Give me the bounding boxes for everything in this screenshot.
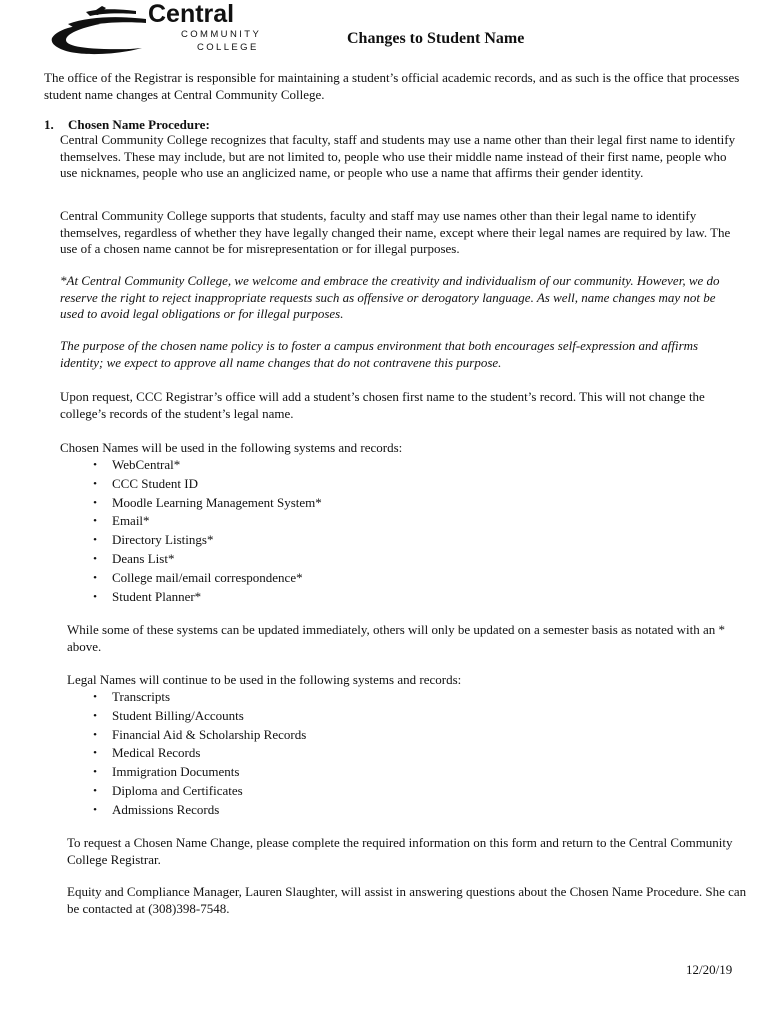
bullet-icon: • — [93, 709, 97, 722]
list-item — [88, 726, 306, 745]
list-item — [88, 707, 306, 726]
paragraph-support: Central Community College supports that students, faculty and staff may use names other than their legal name to identify themselves, regardless of whether they have legally changed their name, except where their legal names are required by law. The use of a chosen name cannot be for misrepresentation or for illegal purposes. — [60, 208, 731, 256]
list-item-text: Student Billing/Accounts — [112, 707, 244, 723]
list-item — [88, 588, 322, 607]
list-item — [88, 494, 322, 513]
list-item-text: Directory Listings* — [112, 532, 214, 548]
list-item — [88, 801, 306, 820]
legal-names-intro: Legal Names will continue to be used in the following systems and records: — [67, 672, 462, 687]
bullet-icon: • — [93, 766, 97, 779]
bullet-icon: • — [93, 515, 97, 528]
bullet-icon: • — [93, 747, 97, 760]
list-item-text: Moodle Learning Management System* — [112, 494, 322, 510]
list-item — [88, 475, 322, 494]
bullet-icon: • — [93, 571, 97, 584]
chosen-names-intro: Chosen Names will be used in the following systems and records: — [60, 440, 403, 455]
paragraph-update-note: While some of these systems can be updated immediately, others will only be updated on a semester basis as notated with an * above. — [67, 622, 726, 654]
list-item-text: Email* — [112, 513, 150, 529]
paragraph-request-instructions: To request a Chosen Name Change, please complete the required information on this form and return to the Central Community College Registrar. — [67, 835, 733, 867]
list-item-text: Deans List* — [112, 550, 175, 566]
list-item — [88, 763, 306, 782]
list-item — [88, 531, 322, 550]
list-item-text: Admissions Records — [112, 801, 220, 817]
note-community: *At Central Community College, we welcome and embrace the creativity and individualism of our community. However, we do reserve the right to reject inappropriate requests such as offensive or derogatory language. As well, name changes may not be used to avoid legal obligations or for illegal purposes. — [60, 273, 720, 321]
paragraph-recognition: Central Community College recognizes that faculty, staff and students may use a name other than their legal first name to identify themselves. These may include, but are not limited to, people who use their middle name instead of their first name, people who use nicknames, people who use an anglicized name, or people who use a name that affirms their gender identity. — [60, 132, 736, 180]
logo-line-community: COMMUNITY — [181, 29, 262, 40]
logo-swoosh-icon — [50, 2, 160, 58]
bullet-icon: • — [93, 691, 97, 703]
legal-names-list — [88, 688, 306, 820]
bullet-icon: • — [93, 534, 97, 547]
list-item-text: Immigration Documents — [112, 764, 240, 780]
list-item-text: Transcripts — [112, 689, 171, 704]
intro-paragraph: The office of the Registrar is responsible for maintaining a student’s official academic records, and as such is the office that processes student name changes at Central Community College. — [44, 70, 740, 102]
list-item — [88, 688, 306, 707]
paragraph-contact: Equity and Compliance Manager, Lauren Slaughter, will assist in answering questions about the Chosen Name Procedure. She can be contacted at (308)398-7548. — [67, 884, 747, 916]
bullet-icon: • — [93, 477, 97, 490]
list-item-text: Medical Records — [112, 745, 201, 761]
note-purpose: The purpose of the chosen name policy is to foster a campus environment that both encourages self-expression and affirms identity; we expect to approve all name changes that do not contravene this purpose. — [60, 338, 699, 370]
list-item — [88, 569, 322, 588]
list-item — [88, 782, 306, 801]
page-title: Changes to Student Name — [347, 30, 525, 47]
logo-wordmark: Central — [148, 0, 235, 28]
list-item-text: Financial Aid & Scholarship Records — [112, 726, 307, 742]
list-item-text: CCC Student ID — [112, 475, 198, 491]
document-date: 12/20/19 — [686, 962, 733, 977]
bullet-icon: • — [93, 590, 97, 603]
list-item-text: College mail/email correspondence* — [112, 569, 303, 585]
list-item — [88, 550, 322, 569]
logo-line-college: COLLEGE — [197, 42, 259, 53]
list-item-text: Diploma and Certificates — [112, 782, 243, 798]
list-item-text: Student Planner* — [112, 588, 202, 604]
bullet-icon: • — [93, 803, 97, 816]
section-title: Chosen Name Procedure: — [68, 117, 210, 132]
list-item — [88, 512, 322, 531]
list-item — [88, 456, 322, 475]
bullet-icon: • — [93, 728, 97, 741]
bullet-icon: • — [93, 552, 97, 565]
paragraph-upon-request: Upon request, CCC Registrar’s office will add a student’s chosen first name to the student’s record. This will not change the college’s records of the student’s legal name. — [60, 389, 705, 421]
bullet-icon: • — [93, 496, 97, 509]
bullet-icon: • — [93, 784, 97, 797]
list-item-text: WebCentral* — [112, 457, 181, 472]
section-heading — [44, 117, 210, 133]
bullet-icon: • — [93, 459, 97, 471]
chosen-names-list — [88, 456, 322, 606]
college-logo — [50, 2, 290, 58]
section-number: 1. — [44, 117, 54, 132]
list-item — [88, 744, 306, 763]
